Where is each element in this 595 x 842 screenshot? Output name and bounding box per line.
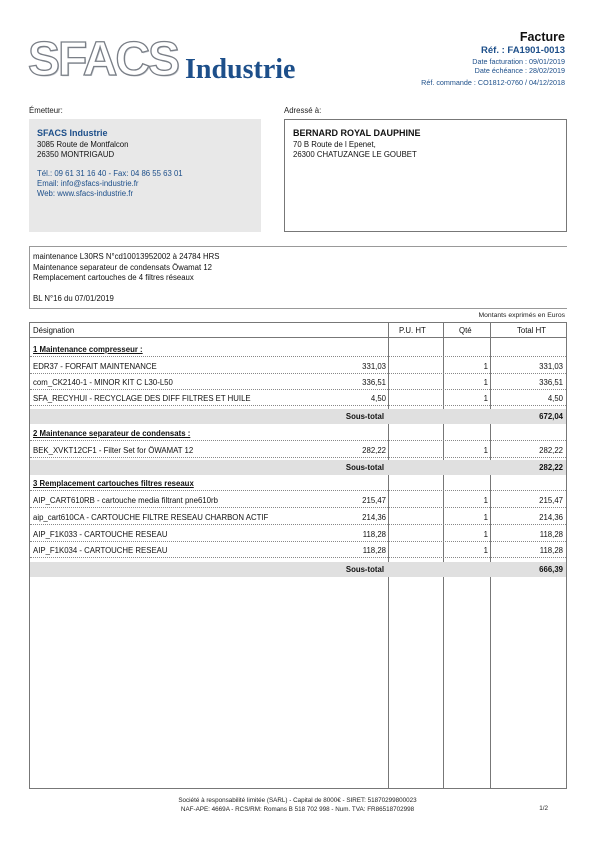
cell-quantity: 1 [483,394,488,403]
subtotal-label: Sous-total [345,565,384,574]
cell-designation: AIP_CART610RB - cartouche media filtrant pne610rb [33,496,218,505]
cell-unit-price: 336,51 [362,378,386,387]
recipient-box [284,119,567,232]
cell-total: 215,47 [539,496,563,505]
table-header [30,323,566,338]
recipient-address-line1: 70 B Route de l Epenet, [293,140,376,149]
invoice-title: Facture [519,30,565,44]
cell-total: 4,50 [547,394,563,403]
subtotal-label: Sous-total [345,463,384,472]
section-title: 1 Maintenance compresseur : [33,345,143,354]
cell-quantity: 1 [483,496,488,505]
table-row [30,543,566,558]
cell-total: 118,28 [539,546,563,555]
cell-designation: AIP_F1K033 - CARTOUCHE RESEAU [33,530,168,539]
invoice-date: Date facturation : 09/01/2019 [472,57,565,66]
cell-unit-price: 118,28 [362,530,386,539]
legal-footer [0,796,595,814]
cell-designation: com_CK2140-1 - MINOR KIT C L30-L50 [33,378,173,387]
emitter-phone: Tél.: 09 61 31 16 40 - Fax: 04 86 55 63 01 [37,169,183,178]
cell-quantity: 1 [483,513,488,522]
cell-unit-price: 215,47 [362,496,386,505]
table-row [30,359,566,374]
cell-total: 336,51 [539,378,563,387]
emitter-label: Émetteur: [29,106,63,115]
subtotal-row [30,460,566,475]
cell-unit-price: 4,50 [370,394,386,403]
footer-line: NAF-APE: 4669A - RCS/RM: Romans B 518 702 998 - Num. TVA: FR86518702998 [180,806,415,813]
subtotal-row [30,409,566,424]
subtotal-value: 282,22 [539,463,563,472]
invoice-header [421,30,565,87]
logo-mark: SFACS [28,33,179,86]
company-logo [28,32,318,92]
cell-total: 331,03 [539,362,563,371]
cell-quantity: 1 [483,530,488,539]
subtotal-value: 666,39 [539,565,563,574]
header-total: Total HT [517,326,547,335]
table-row [30,493,566,508]
recipient-address-line2: 26300 CHATUZANGE LE GOUBET [293,150,417,159]
cell-designation: aip_cart610CA - CARTOUCHE FILTRE RESEAU CHARBON ACTIF [33,513,269,522]
emitter-name: SFACS Industrie [37,128,108,138]
table-row [30,527,566,542]
emitter-address-line1: 3085 Route de Montfalcon [37,140,129,149]
header-unit-price: P.U. HT [399,326,426,335]
cell-unit-price: 282,22 [362,446,386,455]
recipient-label: Adressé à: [284,106,322,115]
cell-total: 118,28 [539,530,563,539]
order-reference: Réf. commande : CO1812-0760 / 04/12/2018 [421,78,565,87]
cell-unit-price: 118,28 [362,546,386,555]
cell-designation: BEK_XVKT12CF1 - Filter Set for ÖWAMAT 12 [33,446,194,455]
cell-designation: AIP_F1K034 - CARTOUCHE RESEAU [33,546,168,555]
recipient-name: BERNARD ROYAL DAUPHINE [293,128,421,138]
description-box [29,246,567,309]
section-title: 2 Maintenance separateur de condensats : [33,429,191,438]
cell-quantity: 1 [483,362,488,371]
description-line: Maintenance separateur de condensats Öwamat 12 [33,262,213,272]
section-row [30,426,566,441]
emitter-box [29,119,261,232]
emitter-email: Email: info@sfacs-industrie.fr [37,179,139,188]
invoice-table [29,322,567,789]
page-number: 1/2 [539,805,548,812]
emitter-website: Web: www.sfacs-industrie.fr [37,189,134,198]
section-row [30,476,566,491]
logo-word: Industrie [185,54,296,85]
table-row [30,391,566,406]
cell-total: 282,22 [539,446,563,455]
description-line: maintenance L30RS N°cd10013952002 à 24784 HRS [33,252,220,261]
emitter-address-line2: 26350 MONTRIGAUD [37,150,115,159]
invoice-reference: Réf. : FA1901-0013 [481,45,565,56]
header-quantity: Qté [459,326,472,335]
footer-line: Société à responsabilité limitée (SARL) - Capital de 8000€ - SIRET: 51870299800023 [178,797,417,804]
currency-note: Montants exprimés en Euros [478,312,565,319]
cell-designation: EDR37 - FORFAIT MAINTENANCE [33,362,157,371]
table-row [30,510,566,525]
table-row [30,443,566,458]
cell-unit-price: 214,36 [362,513,386,522]
cell-total: 214,36 [539,513,563,522]
table-row [30,375,566,390]
cell-quantity: 1 [483,446,488,455]
subtotal-value: 672,04 [539,412,563,421]
due-date: Date échéance : 28/02/2019 [474,66,565,75]
cell-designation: SFA_RECYHUI - RECYCLAGE DES DIFF FILTRES ET HUILE [33,394,251,403]
cell-quantity: 1 [483,546,488,555]
delivery-note: BL N°16 du 07/01/2019 [33,293,114,303]
description-line: Remplacement cartouches de 4 filtres réseaux [33,273,194,282]
section-title: 3 Remplacement cartouches filtres reseaux [33,479,194,488]
cell-quantity: 1 [483,378,488,387]
section-row [30,342,566,357]
header-designation: Désignation [33,326,75,335]
subtotal-row [30,562,566,577]
cell-unit-price: 331,03 [362,362,386,371]
subtotal-label: Sous-total [345,412,384,421]
